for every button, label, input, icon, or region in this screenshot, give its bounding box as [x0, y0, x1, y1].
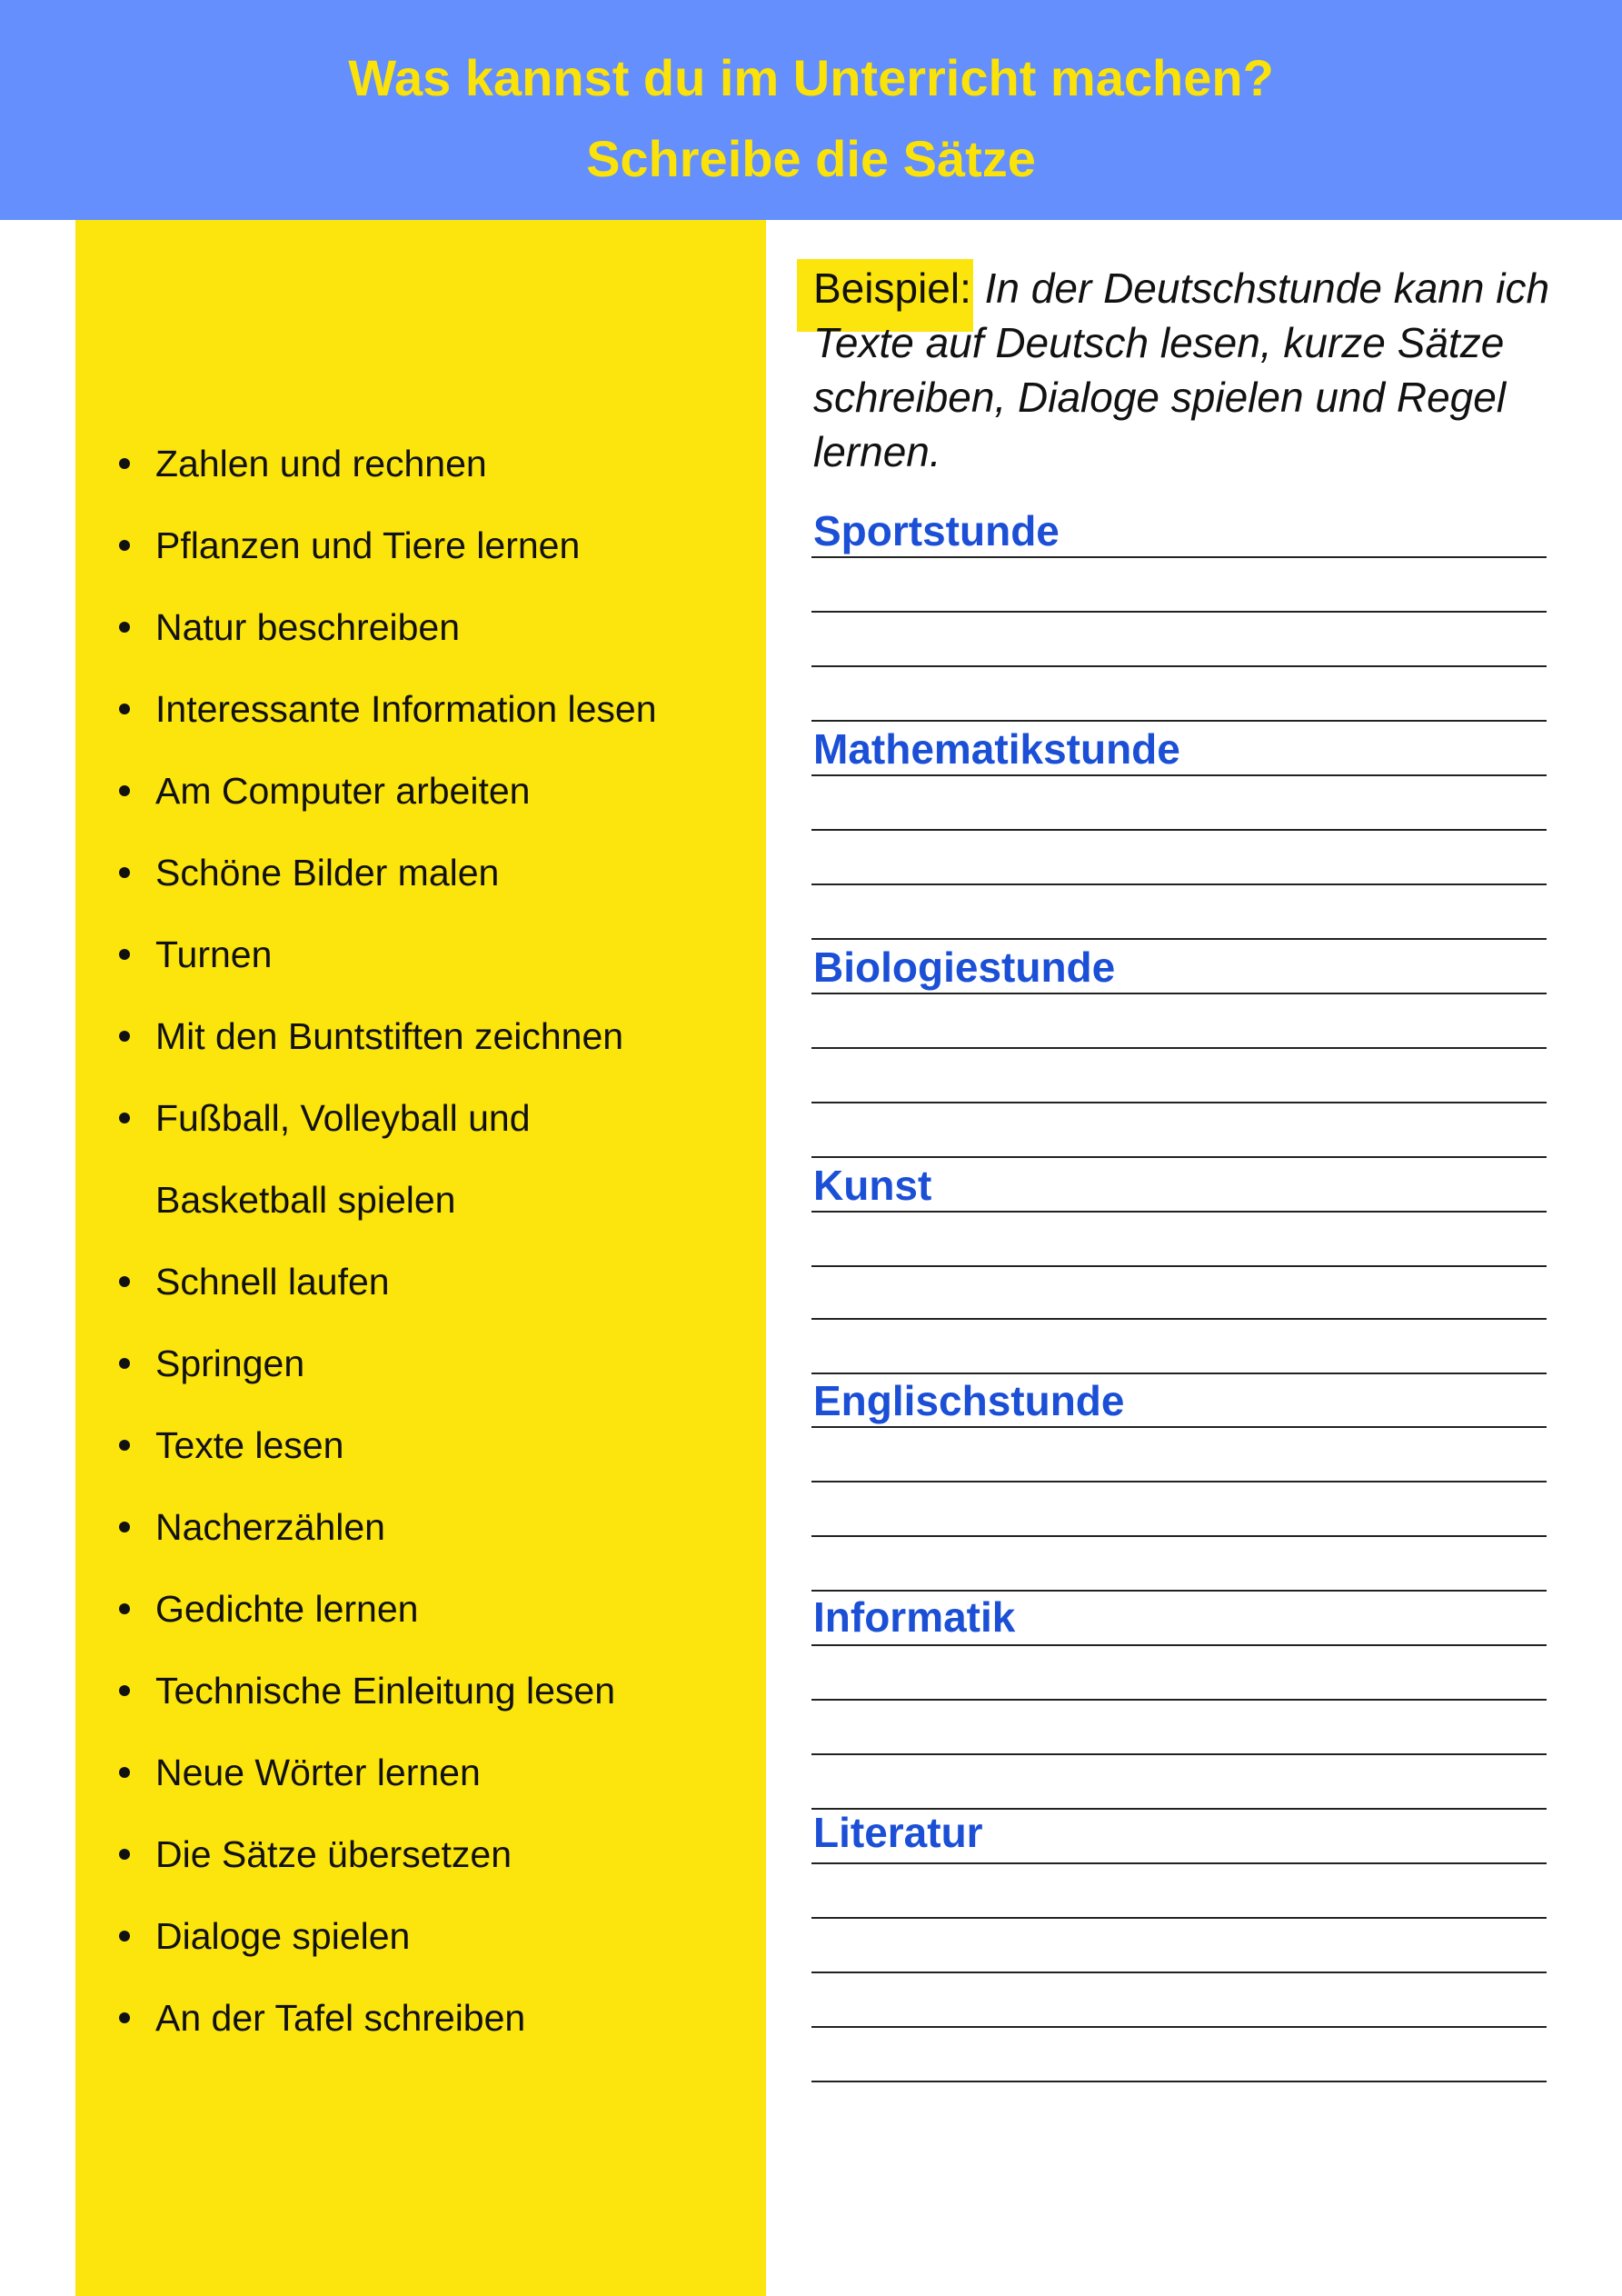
writing-line[interactable] — [811, 611, 1547, 613]
list-item: Natur beschreiben — [155, 606, 461, 648]
bullet-icon — [119, 1440, 130, 1451]
writing-line[interactable] — [811, 1156, 1547, 1158]
bullet-icon — [119, 785, 130, 796]
writing-line[interactable] — [811, 1699, 1547, 1701]
list-item: Texte lesen — [155, 1424, 344, 1466]
subject-heading: Englischstunde — [813, 1377, 1125, 1424]
subject-heading: Biologiestunde — [813, 943, 1116, 991]
subject-heading: Literatur — [813, 1809, 983, 1856]
page-header — [0, 0, 1622, 220]
list-item: Schöne Bilder malen — [155, 852, 500, 893]
list-item: Am Computer arbeiten — [155, 770, 531, 812]
writing-line[interactable] — [811, 2026, 1547, 2028]
writing-line[interactable] — [811, 1862, 1547, 1864]
writing-line[interactable] — [811, 1102, 1547, 1103]
list-item-continuation: Basketball spielen — [155, 1179, 456, 1221]
writing-line[interactable] — [811, 1753, 1547, 1755]
writing-line[interactable] — [811, 1426, 1547, 1428]
bullet-icon — [119, 1276, 130, 1287]
list-item: Fußball, Volleyball und — [155, 1097, 531, 1139]
bullet-icon — [119, 1113, 130, 1123]
bullet-icon — [119, 1767, 130, 1778]
bullet-icon — [119, 622, 130, 633]
writing-line[interactable] — [811, 1318, 1547, 1320]
writing-line[interactable] — [811, 774, 1547, 776]
subject-heading: Mathematikstunde — [813, 725, 1180, 773]
list-item: Neue Wörter lernen — [155, 1752, 481, 1793]
bullet-icon — [119, 949, 130, 960]
list-item: Die Sätze übersetzen — [155, 1833, 512, 1875]
writing-line[interactable] — [811, 829, 1547, 831]
writing-line[interactable] — [811, 1481, 1547, 1482]
writing-line[interactable] — [811, 883, 1547, 885]
bullet-icon — [119, 458, 130, 469]
example-label: Beispiel: — [797, 259, 973, 332]
subject-heading: Sportstunde — [813, 507, 1060, 554]
list-item: Nacherzählen — [155, 1506, 385, 1548]
page-subtitle: Schreibe die Sätze — [586, 130, 1036, 187]
bullet-icon — [119, 1931, 130, 1942]
writing-line[interactable] — [811, 665, 1547, 667]
list-item: Schnell laufen — [155, 1261, 390, 1303]
bullet-icon — [119, 2012, 130, 2023]
bullet-icon — [119, 1358, 130, 1369]
page-title: Was kannst du im Unterricht machen? — [348, 49, 1274, 106]
list-item: Interessante Information lesen — [155, 688, 657, 730]
subject-heading: Kunst — [813, 1162, 932, 1209]
bullet-icon — [119, 1685, 130, 1696]
writing-line[interactable] — [811, 1535, 1547, 1537]
writing-line[interactable] — [811, 938, 1547, 940]
bullet-icon — [119, 1849, 130, 1860]
writing-line[interactable] — [811, 720, 1547, 722]
bullet-icon — [119, 867, 130, 878]
list-item: Springen — [155, 1343, 305, 1384]
writing-line[interactable] — [811, 1644, 1547, 1646]
list-item: Zahlen und rechnen — [155, 443, 487, 484]
list-item: Technische Einleitung lesen — [155, 1670, 615, 1712]
subject-heading: Informatik — [813, 1593, 1016, 1641]
writing-line[interactable] — [811, 993, 1547, 994]
bullet-icon — [119, 1522, 130, 1532]
list-item: Pflanzen und Tiere lernen — [155, 524, 581, 566]
writing-line[interactable] — [811, 2081, 1547, 2082]
writing-line[interactable] — [811, 1972, 1547, 1973]
list-item: Dialoge spielen — [155, 1915, 411, 1957]
writing-line[interactable] — [811, 1265, 1547, 1267]
list-item: An der Tafel schreiben — [155, 1997, 526, 2039]
list-item: Mit den Buntstiften zeichnen — [155, 1015, 624, 1057]
bullet-icon — [119, 1031, 130, 1042]
writing-line[interactable] — [811, 556, 1547, 558]
list-item: Gedichte lernen — [155, 1588, 419, 1630]
bullet-icon — [119, 704, 130, 714]
bullet-icon — [119, 1603, 130, 1614]
bullet-icon — [119, 540, 130, 551]
writing-line[interactable] — [811, 1917, 1547, 1919]
example-sentence — [813, 261, 1558, 479]
writing-line[interactable] — [811, 1211, 1547, 1213]
example-text: In der Deutschstunde kann ich Texte auf Deutsch lesen, kurze Sätze schreiben, Dialoge spielen und Regel lernen. — [813, 265, 1550, 475]
writing-line[interactable] — [811, 1373, 1547, 1374]
writing-line[interactable] — [811, 1590, 1547, 1592]
list-item: Turnen — [155, 933, 273, 975]
writing-line[interactable] — [811, 1047, 1547, 1049]
